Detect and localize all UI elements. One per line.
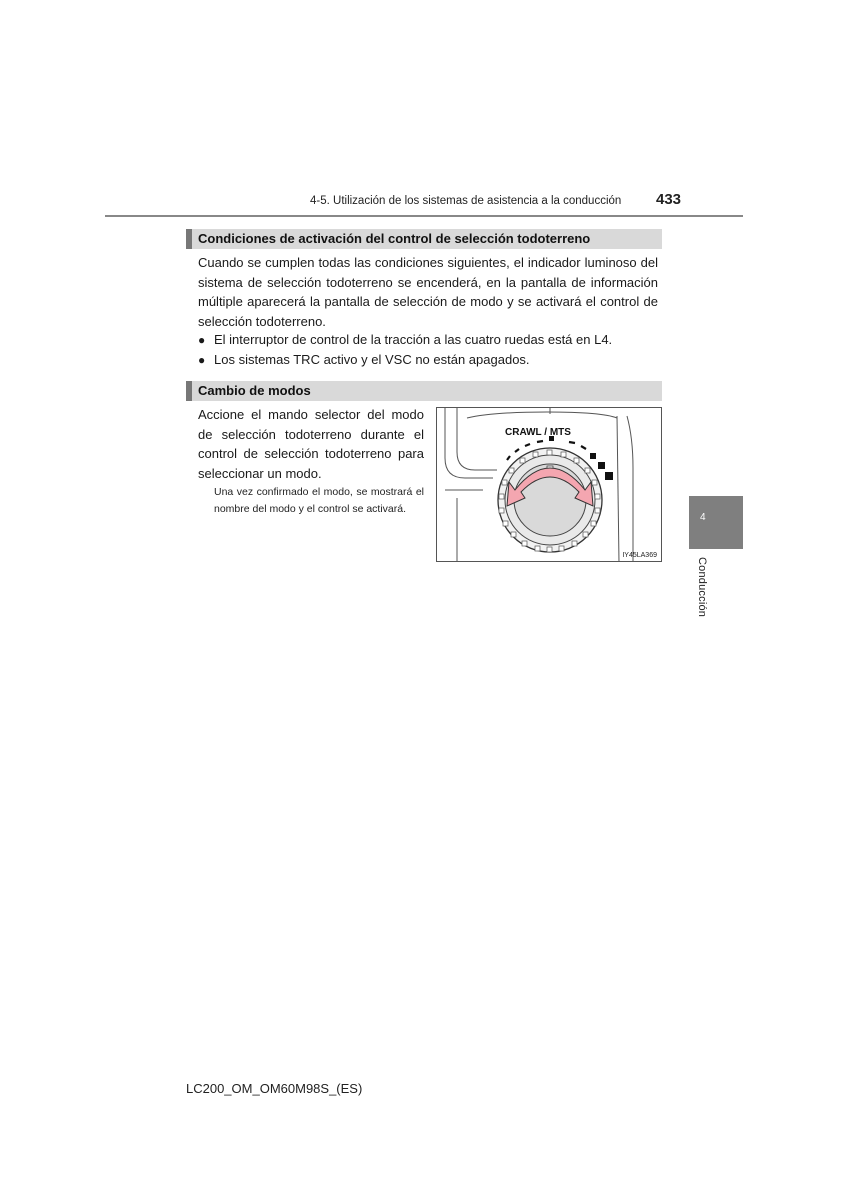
selector-dial-drawing (437, 408, 662, 562)
header-rule (105, 215, 743, 217)
bullet-dot-icon: ● (198, 333, 206, 347)
running-header-section: 4-5. Utilización de los sistemas de asistencia a la conducción (310, 195, 622, 207)
bullet-text: Los sistemas TRC activo y el VSC no están apagados. (214, 352, 530, 367)
mode-change-note: Una vez confirmado el modo, se mostrará el nombre del modo y el control se activará. (214, 486, 424, 515)
bullet-text: El interruptor de control de la tracción a las cuatro ruedas está en L4. (214, 332, 613, 347)
activation-intro-paragraph: Cuando se cumplen todas las condiciones siguientes, el indicador luminoso del sistema de selección todoterreno se encenderá, en la pantalla de información múltiple aparecerá la pantalla de selección de modo y se activará el control de selección todoterreno. (198, 255, 658, 329)
chapter-tab-number: 4 (700, 512, 706, 523)
section-heading-mode-change: Cambio de modos (186, 381, 662, 401)
page-number: 433 (656, 191, 682, 208)
chapter-tab (689, 496, 743, 549)
bullet-item (198, 330, 658, 351)
mode-selector-illustration (436, 407, 662, 562)
bullet-item (198, 350, 658, 371)
bullet-dot-icon: ● (198, 353, 206, 367)
crawl-mts-label: CRAWL / MTS (505, 427, 571, 438)
document-code-footer: LC200_OM_OM60M98S_(ES) (186, 1081, 363, 1096)
mode-change-paragraph: Accione el mando selector del modo de selección todoterreno durante el control de selección todoterreno para seleccionar un modo. (198, 407, 424, 481)
figure-code: IY45LA369 (622, 552, 657, 559)
chapter-tab-label: Conducción (696, 557, 708, 618)
section-heading-activation: Condiciones de activación del control de selección todoterreno (186, 229, 662, 249)
